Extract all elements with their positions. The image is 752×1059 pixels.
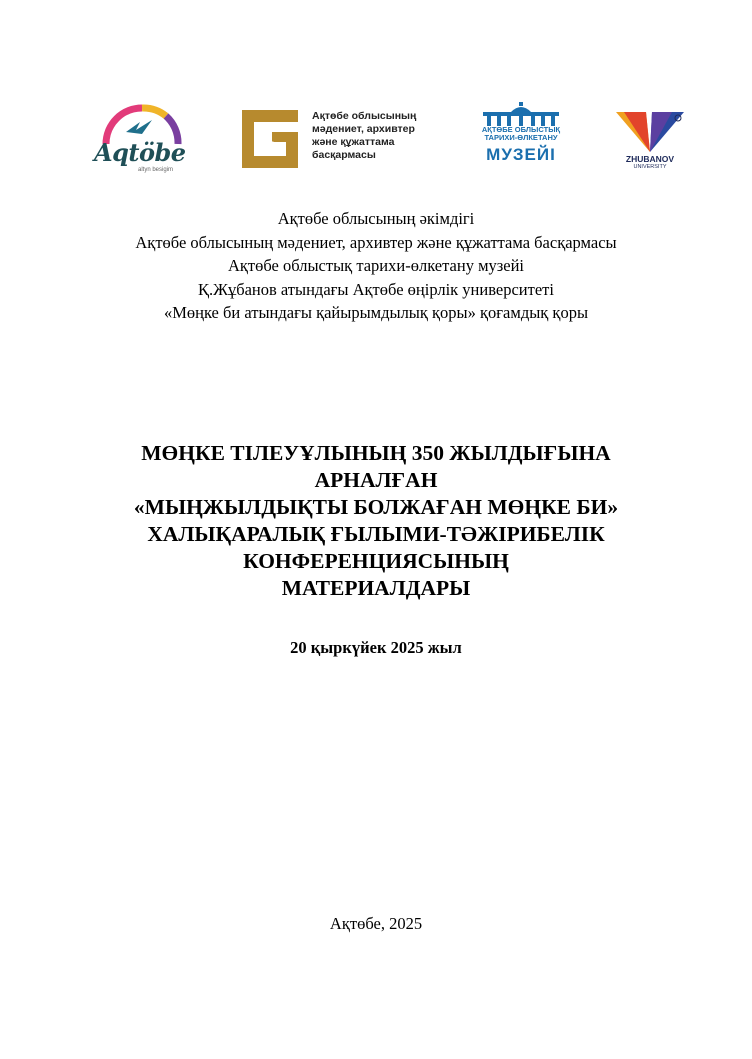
museum-logo [475, 102, 567, 172]
museum-logo-word: МУЗЕЙІ [486, 145, 556, 164]
organizer-line: «Мөңке би атындағы қайырымдылық қоры» қоғамдық қоры [163, 303, 589, 322]
culture-department-logo [238, 106, 448, 174]
title-line: МАТЕРИАЛДАРЫ [281, 576, 471, 600]
aktobe-city-logo [92, 98, 192, 182]
aktobe-logo-subtitle: altyn besigim [138, 167, 174, 173]
dept-line: Ақтөбе облысының [312, 110, 417, 122]
dept-line: мәдениет, архивтер [312, 123, 415, 135]
title-line: КОНФЕРЕНЦИЯСЫНЫҢ [243, 549, 509, 573]
title-line: МӨҢКЕ ТІЛЕУҰЛЫНЫҢ 350 ЖЫЛДЫҒЫНА [141, 441, 611, 465]
zhubanov-university-logo [612, 108, 692, 174]
organizer-line: Ақтөбе облыстық тарихи-өлкетану музейі [227, 256, 525, 275]
document-title [0, 440, 752, 602]
logo-strip [0, 90, 752, 190]
organizer-line: Ақтөбе облысының мәдениет, архивтер және құжаттама басқармасы [135, 232, 617, 252]
organizer-line: Ақтөбе облысының әкімдігі [277, 209, 475, 228]
organizer-line: Қ.Жұбанов атындағы Ақтөбе өңірлік университеті [198, 279, 554, 299]
university-logo-name: ZHUBANOV [625, 154, 675, 164]
university-logo-subtitle: UNIVERSITY [633, 164, 667, 170]
title-line: «МЫҢЖЫЛДЫҚТЫ БОЛЖАҒАН МӨҢКЕ БИ» [133, 495, 619, 519]
museum-logo-line: АҚТӨБЕ ОБЛЫСТЫҚ [481, 125, 561, 134]
aktobe-logo-word: Aqtöbe [94, 138, 186, 167]
title-line: АРНАЛҒАН [314, 468, 438, 492]
culture-department-logo-text [312, 110, 452, 162]
conference-date: 20 қыркүйек 2025 жыл [290, 638, 462, 657]
dept-line: басқармасы [312, 149, 376, 161]
museum-logo-line: ТАРИХИ-ӨЛКЕТАНУ [484, 133, 558, 142]
title-line: ХАЛЫҚАРАЛЫҚ ҒЫЛЫМИ-ТӘЖІРИБЕЛІК [147, 522, 605, 546]
organizers-list [0, 207, 752, 325]
dept-line: және құжаттама [312, 136, 395, 148]
place-and-year: Ақтөбе, 2025 [329, 914, 423, 933]
